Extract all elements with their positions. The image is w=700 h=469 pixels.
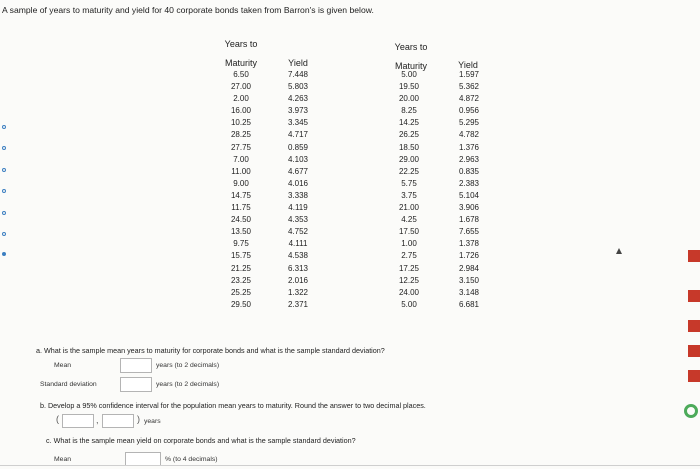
step-dot-icon[interactable] — [2, 146, 6, 150]
table-cell: 3.973 — [287, 106, 309, 116]
ci-unit-label: years — [144, 418, 161, 425]
right-edge-tab[interactable] — [688, 345, 700, 357]
table-cell: 11.00 — [231, 166, 251, 176]
table-cell: 6.681 — [458, 299, 480, 309]
table-cell: 2.984 — [458, 263, 480, 273]
table-cell: 29.50 — [230, 299, 252, 309]
sd-label: Standard deviation — [40, 381, 97, 388]
table-cell: 15.75 — [230, 251, 252, 261]
yield-mean-label: Mean — [54, 456, 72, 463]
table-cell: 8.25 — [401, 106, 417, 116]
table-cell: 5.803 — [287, 82, 309, 92]
interval-open-paren: ( — [56, 414, 59, 424]
table-cell: 14.25 — [398, 118, 420, 128]
right-edge-tab[interactable] — [688, 290, 700, 302]
interval-close-paren: ) — [137, 414, 140, 424]
table-cell: 4.25 — [401, 215, 417, 225]
table-cell: 17.25 — [398, 263, 420, 273]
sd-unit-label: years (to 2 decimals) — [156, 381, 220, 388]
table-cell: 4.872 — [458, 94, 480, 104]
table-cell: 13.50 — [230, 227, 252, 237]
table-cell: 26.25 — [398, 130, 420, 140]
interval-comma: , — [96, 415, 99, 425]
question-a-text: a. What is the sample mean years to maturity for corporate bonds and what is the sample standard deviation? — [36, 346, 385, 355]
table-cell: 4.782 — [458, 130, 480, 140]
table-cell: 9.00 — [233, 178, 249, 188]
table-cell: 16.00 — [230, 106, 252, 116]
table-cell: 3.75 — [401, 190, 417, 200]
table-cell: 4.263 — [287, 94, 309, 104]
table-cell: 4.717 — [287, 130, 309, 140]
table-cell: 5.00 — [401, 70, 417, 79]
table-cell: 5.00 — [401, 299, 417, 309]
column-left-yield — [273, 69, 323, 311]
ci-upper-input[interactable] — [102, 414, 134, 428]
table-cell: 4.119 — [288, 203, 308, 213]
table-cell: 7.448 — [287, 70, 309, 79]
table-cell: 4.677 — [287, 166, 309, 176]
table-cell: 2.00 — [233, 94, 249, 104]
table-cell: 2.383 — [458, 178, 480, 188]
right-edge-tab[interactable] — [688, 250, 700, 262]
table-cell: 10.25 — [230, 118, 252, 128]
table-cell: 1.376 — [458, 142, 480, 152]
table-cell: 23.25 — [230, 275, 252, 285]
step-dot-icon[interactable] — [2, 125, 6, 129]
table-cell: 5.104 — [458, 190, 480, 200]
table-cell: 21.25 — [230, 263, 252, 273]
table-cell: 5.75 — [401, 178, 417, 188]
table-cell: 24.00 — [398, 287, 420, 297]
table-cell: 0.859 — [287, 142, 309, 152]
mean-label: Mean — [54, 362, 72, 369]
table-cell: 7.655 — [458, 227, 480, 237]
step-dot-icon[interactable] — [2, 168, 6, 172]
table-cell: 25.25 — [230, 287, 252, 297]
mean-unit-label: years (to 2 decimals) — [156, 362, 220, 369]
table-cell: 29.00 — [398, 154, 420, 164]
problem-intro: A sample of years to maturity and yield for 40 corporate bonds taken from Barron's is given below. — [2, 5, 374, 15]
table-cell: 12.25 — [398, 275, 420, 285]
step-dot-icon[interactable] — [2, 211, 6, 215]
table-cell: 4.103 — [287, 154, 309, 164]
table-cell: 1.726 — [458, 251, 480, 261]
step-dot-icon[interactable] — [2, 252, 6, 256]
mean-input[interactable] — [120, 358, 152, 373]
table-cell: 5.362 — [458, 82, 480, 92]
header-right-maturity-line2: Maturity — [394, 61, 427, 71]
table-cell: 2.371 — [287, 299, 309, 309]
table-cell: 4.016 — [287, 178, 309, 188]
table-cell: 17.50 — [398, 227, 420, 237]
table-cell: 2.75 — [401, 251, 417, 261]
yield-mean-unit-label: % (to 4 decimals) — [165, 456, 218, 463]
header-left-yield: Yield — [288, 58, 308, 68]
table-cell: 6.50 — [233, 70, 249, 79]
table-cell: 4.353 — [287, 215, 309, 225]
column-right-yield — [444, 69, 494, 311]
table-cell: 9.75 — [233, 239, 249, 249]
bottom-divider — [0, 465, 700, 466]
question-c-text: c. What is the sample mean yield on corporate bonds and what is the sample standard deviation? — [46, 436, 356, 445]
cursor-pointer-icon — [616, 248, 622, 254]
table-cell: 3.906 — [458, 203, 480, 213]
right-edge-tab[interactable] — [688, 370, 700, 382]
table-cell: 2.963 — [458, 154, 480, 164]
header-right-yield: Yield — [458, 60, 478, 70]
table-cell: 4.538 — [287, 251, 309, 261]
table-cell: 3.150 — [458, 275, 480, 285]
header-right-maturity-line1: Years to — [394, 42, 428, 52]
table-cell: 20.00 — [398, 94, 420, 104]
table-cell: 18.50 — [398, 142, 420, 152]
table-cell: 1.678 — [458, 215, 480, 225]
table-cell: 11.75 — [231, 203, 251, 213]
table-cell: 22.25 — [398, 166, 420, 176]
table-cell: 4.752 — [287, 227, 309, 237]
table-cell: 6.313 — [287, 263, 309, 273]
table-cell: 21.00 — [398, 203, 420, 213]
question-b-text: b. Develop a 95% confidence interval for the population mean years to maturity. Round the answer to two decimal places. — [40, 401, 426, 410]
table-cell: 2.016 — [287, 275, 309, 285]
yield-mean-input[interactable] — [125, 452, 161, 466]
table-cell: 27.75 — [230, 142, 252, 152]
table-cell: 3.345 — [287, 118, 309, 128]
table-cell: 19.50 — [398, 82, 420, 92]
table-cell: 3.148 — [458, 287, 480, 297]
table-cell: 1.597 — [458, 70, 480, 79]
step-dot-icon[interactable] — [2, 232, 6, 236]
table-cell: 0.956 — [458, 106, 480, 116]
table-cell: 14.75 — [230, 190, 252, 200]
table-cell: 24.50 — [230, 215, 252, 225]
step-dot-icon[interactable] — [2, 189, 6, 193]
ci-lower-input[interactable] — [62, 414, 94, 428]
table-cell: 4.111 — [288, 239, 308, 249]
table-cell: 27.00 — [230, 82, 252, 92]
table-cell: 1.00 — [401, 239, 417, 249]
sd-input[interactable] — [120, 377, 152, 392]
right-edge-tab[interactable] — [688, 320, 700, 332]
help-circle-icon[interactable] — [684, 404, 698, 418]
table-cell: 1.378 — [458, 239, 480, 249]
table-cell: 0.835 — [458, 166, 480, 176]
column-right-maturity — [384, 69, 434, 311]
table-cell: 3.338 — [287, 190, 309, 200]
column-left-maturity — [216, 69, 266, 311]
table-cell: 1.322 — [287, 287, 309, 297]
header-left-maturity-line2: Maturity — [224, 58, 257, 68]
table-cell: 5.295 — [458, 118, 480, 128]
header-left-maturity — [210, 35, 272, 73]
table-cell: 7.00 — [233, 154, 249, 164]
table-cell: 28.25 — [230, 130, 252, 140]
header-left-maturity-line1: Years to — [224, 39, 258, 49]
